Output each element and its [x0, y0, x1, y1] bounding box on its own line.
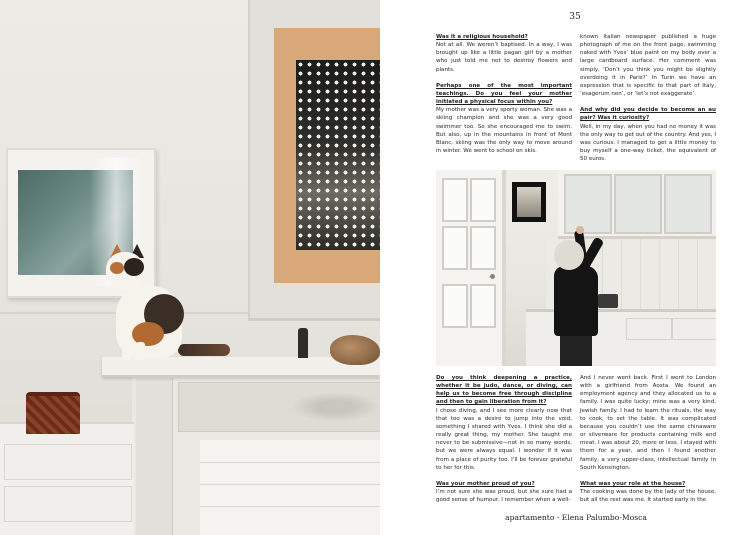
- cat-head: [106, 252, 144, 290]
- white-cabinet: [0, 422, 134, 535]
- qa-block: [580, 106, 716, 163]
- interview-answer: My mother was a very sporty woman. She was a skiing champion and she was a very good swimmer too. So she encouraged me to swim. But also, up in the mountains in front of Mont Blanc, skiing was the only way to move around in winter. We went to school on skis.: [436, 107, 572, 155]
- interview-answer: I chose diving, and I see more clearly now that that too was a desire to jump into the void, something I shared with Yves. I think she did a really great thing, my mother. She taught me never to be submissive—not in so many words, but we were always equal. I wonder if it was from a place of purity too. I’ll be forever grateful to her for this.: [436, 407, 572, 471]
- brick-line: [200, 484, 380, 485]
- brick-line: [200, 506, 380, 507]
- woman-legs: [560, 336, 592, 366]
- qa-block: [436, 33, 572, 74]
- door-pane: [470, 226, 496, 270]
- calico-cat: [104, 244, 234, 364]
- page-number: 35: [569, 12, 581, 22]
- cabinet-glass-door: [564, 174, 612, 234]
- door-pane: [442, 284, 468, 328]
- cat-leg: [136, 342, 145, 360]
- woman-hand: [576, 226, 584, 234]
- fireplace-ornament: [290, 392, 380, 422]
- ornate-box: [26, 392, 80, 434]
- door-pane: [470, 178, 496, 222]
- photo-woman-in-kitchen: [436, 170, 716, 366]
- interview-answer: Not at all. We weren’t baptised. In a way, I was brought up like a little pagan girl by a mother who just told me not to destroy flowers and plants.: [436, 42, 572, 73]
- interview-question: Perhaps one of the most important teachings. Do you feel your mother initiated a physical focus within you?: [436, 82, 572, 106]
- woman-hair: [554, 240, 584, 270]
- kitchen-appliance: [598, 294, 618, 308]
- qa-block: [580, 480, 716, 504]
- fireplace-column: [136, 378, 173, 535]
- interview-question: Do you think deepening a practice, whether it be judo, dance, or diving, can help us to become free through discipline and then to gain liberation from it?: [436, 375, 572, 406]
- cabinet-glass-door: [614, 174, 662, 234]
- interview-question: And why did you decide to become an au pair? Was it curiosity?: [580, 107, 716, 122]
- interview-answer: known Italian newspaper published a huge photograph of me on the front page, swimming naked with Yves’ blue paint on my body over a large cardboard surface. Her comment was simply, ‘Don’t you think you might be slightly overdoing it in Paris?’ In Turin we have an expression that is specific to that part of Italy, ‘esagerum nen’, or ‘let’s not exaggerate’.: [580, 34, 716, 98]
- fireplace-opening: [200, 440, 380, 535]
- glass-door: [436, 170, 506, 366]
- door-pane: [442, 178, 468, 222]
- candle-holder: [298, 328, 308, 358]
- footer-caption: apartamento - Elena Palumbo-Mosca: [505, 513, 647, 522]
- doorknob: [490, 274, 495, 279]
- qa-block: [436, 374, 572, 472]
- interview-question: Was your mother proud of you?: [436, 480, 535, 487]
- text-column-right-top: [580, 33, 716, 171]
- interview-answer: Well, in my day, when you had no money it was the only way to get out of the country. And yes, I was curious. I managed to get a little money to buy myself a one-way ticket, the equivalent of 50 euros.: [580, 123, 716, 163]
- artwork-abstract-grid: [296, 60, 380, 250]
- cat-leg: [122, 342, 131, 360]
- cat-head-patch: [110, 262, 124, 274]
- qa-block: [436, 480, 572, 504]
- text-column-left-bottom: [436, 374, 572, 512]
- interview-answer: And I never went back. First I went to London with a girlfriend from Aosta. We found an employment agency and they allocated us to a family. I was quite lucky; mine was a very kind, Jewish family. I had to learn the rituals, the way to cook, to set the table. It was complicated because you couldn’t use the same chinaware or silverware for products containing milk and meat. I was about 20, more or less. I stayed with them for a year, and then I found another family, a very upper-class, intellectual family in South Kensington.: [580, 375, 716, 471]
- text-column-left-top: [436, 33, 572, 163]
- qa-block: [580, 374, 716, 472]
- brick-line: [200, 462, 380, 463]
- interview-question: What was your role at the house?: [580, 480, 686, 487]
- cat-head-patch: [124, 258, 144, 276]
- rock-object: [330, 335, 380, 365]
- counter-drawer: [672, 318, 716, 340]
- woman-body: [554, 266, 598, 336]
- door-pane: [470, 284, 496, 328]
- framed-picture-image: [517, 187, 541, 217]
- text-column-right-bottom: [580, 374, 716, 512]
- qa-block: [436, 82, 572, 155]
- counter-drawer: [626, 318, 672, 340]
- qa-block: [580, 33, 716, 98]
- cabinet-glass-door: [664, 174, 712, 234]
- interview-answer: I’m not sure she was proud, but she sure had a good sense of humour. I remember when a well-: [436, 489, 572, 504]
- cabinet-drawer: [4, 486, 132, 522]
- cat-tail: [178, 344, 230, 356]
- cabinet-drawer: [4, 444, 132, 480]
- interview-answer: The cooking was done by the lady of the house, but all the rest was me. It started early in the: [580, 489, 716, 504]
- interview-question: Was it a religious household?: [436, 34, 528, 40]
- door-pane: [442, 226, 468, 270]
